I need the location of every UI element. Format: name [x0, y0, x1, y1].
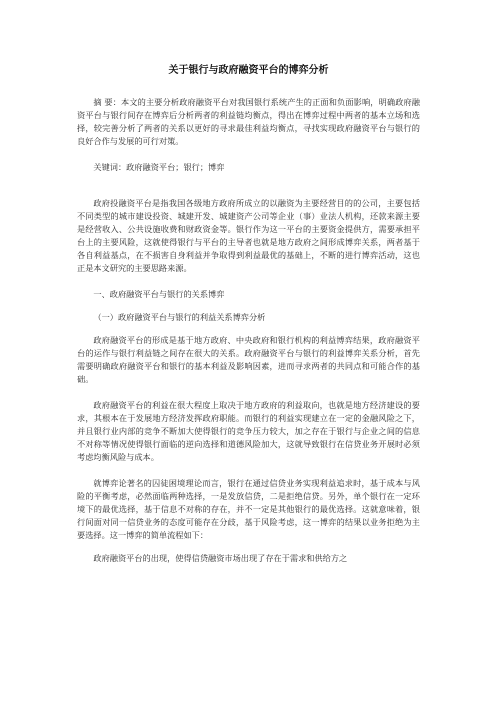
body-paragraph-3: 就博弈论著名的囚徒困境理论而言，银行在通过信贷业务实现利益追求时，基于成本与风险的平衡考虑，必然面临两种选择，一是发放信贷，二是拒绝信贷。另外，单个银行在一定环境下的最优选择，基于信息不对称的存在，并不一定是其他银行的最优选择。这就意味着，银行间面对同一信贷业务的态度可能存在分歧，基于风险考虑，这一博弈的结果以业务拒绝为主要选择。这一博弈的简单流程如下： — [77, 478, 420, 540]
intro-paragraph: 政府投融资平台是指我国各级地方政府所成立的以融资为主要经营目的的公司，主要包括不同类型的城市建设投资、城建开发、城建资产公司等企业（事）业法人机构，还款来源主要是经营收入、公共设施收费和财政资金等。银行作为这一平台的主要资金提供方，需要承担平台上的主要风险，这就使得银行与平台的主导者也就是地方政府之间形成博弈关系，两者基于各自利益基点，在不损害自身利益并争取得到利益最优的基础上，不断的进行博弈活动，这也正是本文研究的主要思路来源。 — [77, 198, 420, 273]
page-title: 关于银行与政府融资平台的博弈分析 — [168, 65, 329, 76]
body-paragraph-4: 政府融资平台的出现，使得信贷融资市场出现了存在于需求和供给方之 — [93, 553, 348, 563]
body-paragraph-2: 政府融资平台的利益在很大程度上取决于地方政府的利益取向，也就是地方经济建设的要求，其根本在于发展地方经济发挥政府职能。而银行的利益实现建立在一定的金融风险之下，并且银行业内部的竞争不断加大使得银行的竞争压力较大，加之存在于银行与企业之间的信息不对称等情况使得银行面临的逆向选择和道德风险加大，这就导致银行在信贷业务开展时必须考虑均衡风险与成本。 — [77, 400, 420, 462]
subsection-heading: （一）政府融资平台与银行的利益关系博弈分析 — [93, 312, 266, 322]
keywords-line: 关键词：政府融资平台；银行；博弈 — [93, 162, 225, 172]
abstract-paragraph: 摘 要：本文的主要分析政府融资平台对我国银行系统产生的正面和负面影响，明确政府融资平台与银行间存在博弈后分析两者的利益链均衡点，得出在博弈过程中两者的基本立场和选择，较完善分析了两者的关系以更好的寻求最佳利益均衡点，寻找实现政府融资平台与银行的良好合作与发展的可行对策。 — [77, 97, 420, 146]
body-paragraph-1: 政府融资平台的形成是基于地方政府、中央政府和银行机构的利益博弈结果，政府融资平台的运作与银行利益链之间存在很大的关系。政府融资平台与银行的利益博弈关系分析，首先需要明确政府融资平台和银行的基本利益及影响因素，进而寻求两者的共同点和可能合作的基础。 — [77, 335, 420, 384]
document-page — [77, 64, 420, 565]
section-heading: 一、政府融资平台与银行的关系博弈 — [93, 289, 225, 299]
